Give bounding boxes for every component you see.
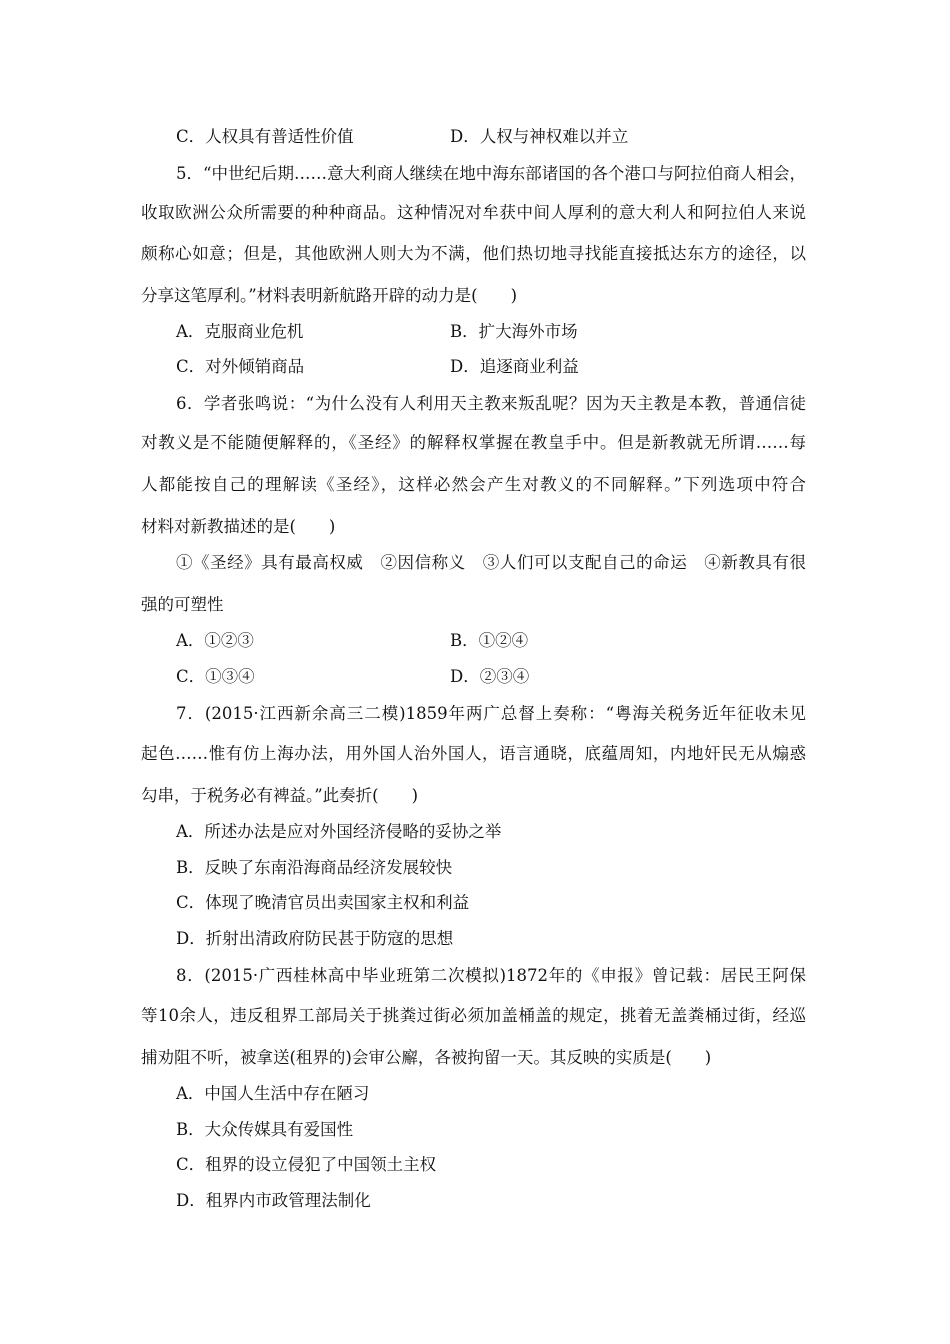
q4-option-d: D．人权与神权难以并立 [450, 127, 629, 146]
q6-option-b: B．①②④ [450, 631, 529, 650]
q7-option-d: D．折射出清政府防民甚于防寇的思想 [176, 929, 454, 948]
q6-stem-line-1: 6．学者张鸣说：“为什么没有人利用天主教来叛乱呢？因为天主教是本教，普通信徒 [176, 394, 806, 413]
q5-option-b: B．扩大海外市场 [450, 322, 578, 341]
q6-statements-line-1: ①《圣经》具有最高权威 ②因信称义 ③人们可以支配自己的命运 ④新教具有很 [176, 553, 806, 572]
q7-stem-line-3: 勾串，于税务必有裨益。”此奏折( ) [141, 786, 419, 805]
q5-stem-line-1: 5．“中世纪后期……意大利商人继续在地中海东部诸国的各个港口与阿拉伯商人相会， [176, 164, 806, 183]
q5-stem-line-3: 颇称心如意；但是，其他欧洲人则大为不满，他们热切地寻找能直接抵达东方的途径，以 [141, 244, 806, 263]
q8-stem-line-1: 8．(2015·广西桂林高中毕业班第二次模拟)1872年的《申报》曾记载：居民王阿保 [176, 966, 806, 985]
q5-option-d: D．追逐商业利益 [450, 357, 579, 376]
q7-stem-line-1: 7．(2015·江西新余高三二模)1859年两广总督上奏称：“粤海关税务近年征收未见 [176, 704, 806, 723]
q6-option-c: C．①③④ [176, 667, 255, 686]
q8-option-d: D．租界内市政管理法制化 [176, 1191, 371, 1210]
q5-option-a: A．克服商业危机 [176, 322, 304, 341]
q6-stem-line-2: 对教义是不能随便解释的，《圣经》的解释权掌握在教皇手中。但是新教就无所谓……每 [141, 433, 806, 452]
q6-statements-line-2: 强的可塑性 [141, 595, 224, 614]
q7-stem-line-2: 起色……惟有仿上海办法，用外国人治外国人，语言通晓，底蕴周知，内地奸民无从煽惑 [141, 744, 806, 763]
q7-option-a: A．所述办法是应对外国经济侵略的妥协之举 [176, 822, 502, 841]
q6-stem-line-3: 人都能按自己的理解读《圣经》，这样必然会产生对教义的不同解释。”下列选项中符合 [141, 475, 806, 494]
q7-option-b: B．反映了东南沿海商品经济发展较快 [176, 858, 453, 877]
q5-stem-line-2: 收取欧洲公众所需要的种种商品。这种情况对牟获中间人厚利的意大利人和阿拉伯人来说 [141, 203, 806, 222]
q5-option-c: C．对外倾销商品 [176, 357, 305, 376]
q8-stem-line-3: 捕劝阻不听，被拿送(租界的)会审公廨，各被拘留一天。其反映的实质是( ) [141, 1048, 712, 1067]
q6-option-a: A．①②③ [176, 631, 254, 650]
q8-option-c: C．租界的设立侵犯了中国领土主权 [176, 1155, 437, 1174]
q8-option-b: B．大众传媒具有爱国性 [176, 1120, 354, 1139]
q6-stem-line-4: 材料对新教描述的是( ) [141, 517, 336, 536]
q8-option-a: A．中国人生活中存在陋习 [176, 1084, 370, 1103]
q5-stem-line-4: 分享这笔厚利。”材料表明新航路开辟的动力是( ) [141, 286, 518, 305]
q4-option-c: C．人权具有普适性价值 [176, 127, 354, 146]
q6-option-d: D．②③④ [450, 667, 530, 686]
q7-option-c: C．体现了晚清官员出卖国家主权和利益 [176, 893, 470, 912]
q8-stem-line-2: 等10余人，违反租界工部局关于挑粪过街必须加盖桶盖的规定，挑着无盖粪桶过街，经巡 [141, 1006, 806, 1025]
